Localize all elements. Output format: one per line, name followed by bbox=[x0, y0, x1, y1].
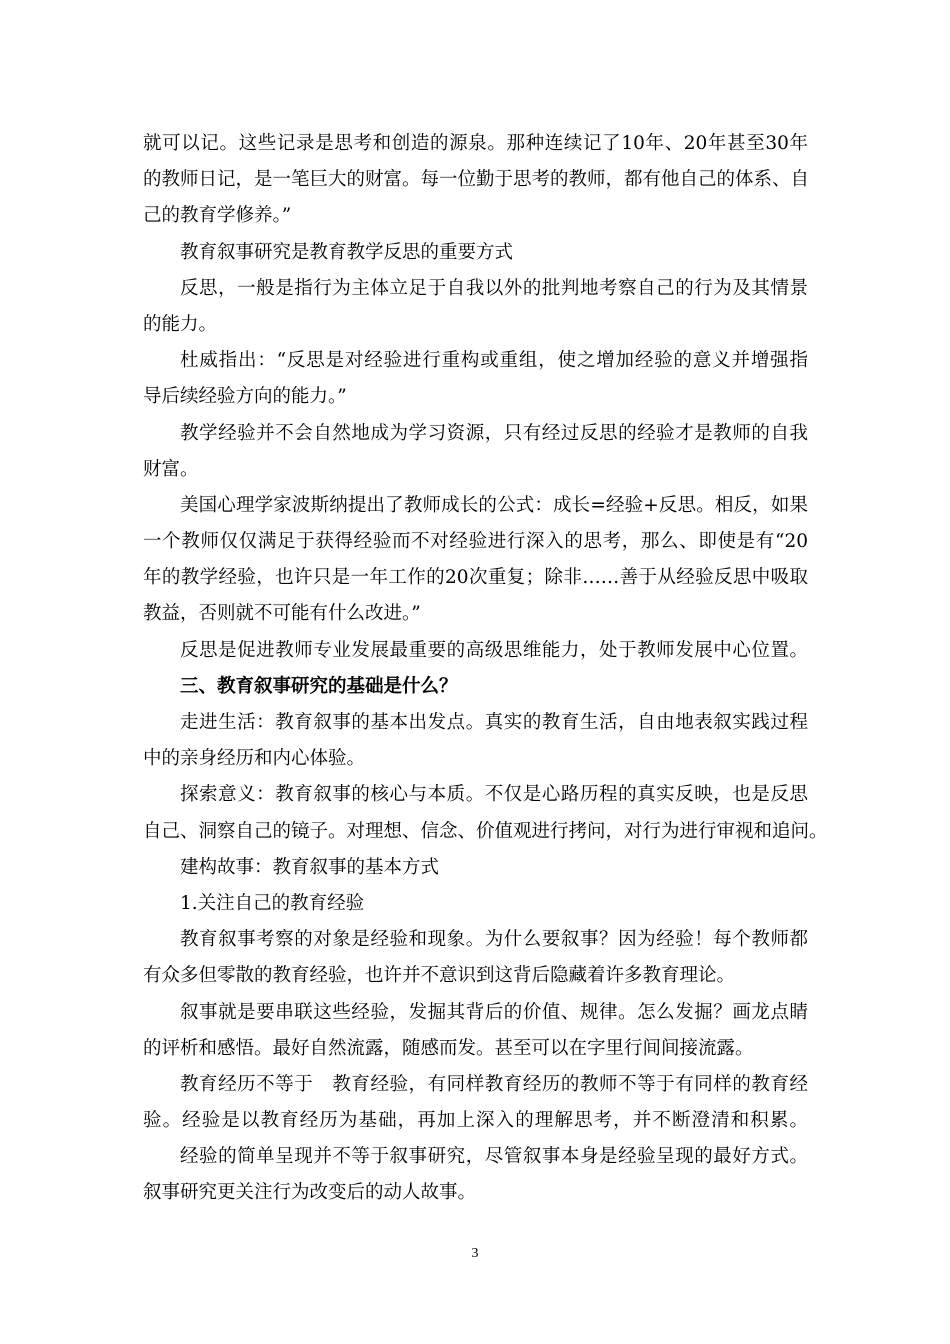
text-line: 探索意义：教育叙事的核心与本质。不仅是心路历程的真实反映，也是反思 bbox=[180, 784, 808, 806]
text-line: 己的教育学修养。” bbox=[143, 205, 292, 227]
text-line: 教育叙事研究是教育教学反思的重要方式 bbox=[180, 241, 514, 263]
text-line: 1.关注自己的教育经验 bbox=[180, 892, 365, 914]
text-line: 叙事就是要串联这些经验，发掘其背后的价值、规律。怎么发掘？画龙点睛 bbox=[180, 1001, 808, 1023]
text-line: 验。经验是以教育经历为基础，再加上深入的理解思考，并不断澄清和积累。 bbox=[143, 1110, 808, 1132]
text-line: 教益，否则就不可能有什么改进。” bbox=[143, 603, 421, 625]
text-line: 叙事研究更关注行为改变后的动人故事。 bbox=[143, 1182, 477, 1204]
text-line: 自己、洞察自己的镜子。对理想、信念、价值观进行拷问，对行为进行审视和追问。 bbox=[143, 820, 828, 842]
text-line: 反思是促进教师专业发展最重要的高级思维能力，处于教师发展中心位置。 bbox=[180, 639, 808, 661]
text-line: 有众多但零散的教育经验，也许并不意识到这背后隐藏着许多教育理论。 bbox=[143, 965, 736, 987]
document-body bbox=[143, 126, 828, 1212]
text-line: 导后续经验方向的能力。” bbox=[143, 386, 347, 408]
page-number: 3 bbox=[471, 1246, 479, 1261]
text-line: 年的教学经验，也许只是一年工作的20次重复；除非……善于从经验反思中吸取 bbox=[143, 567, 808, 589]
text-line: 中的亲身经历和内心体验。 bbox=[143, 748, 366, 770]
text-line: 一个教师仅仅满足于获得经验而不对经验进行深入的思考，那么、即使是有“20 bbox=[143, 531, 808, 553]
text-line: 美国心理学家波斯纳提出了教师成长的公式：成长=经验+反思。相反，如果 bbox=[180, 494, 808, 516]
text-line: 教育叙事考察的对象是经验和现象。为什么要叙事？因为经验！每个教师都 bbox=[180, 929, 808, 951]
text-line: 教育经历不等于 教育经验，有同样教育经历的教师不等于有同样的教育经 bbox=[180, 1073, 808, 1095]
text-line: 杜威指出：“反思是对经验进行重构或重组，使之增加经验的意义并增强指 bbox=[180, 350, 808, 372]
text-line: 的教师日记，是一笔巨大的财富。每一位勤于思考的教师，都有他自己的体系、自 bbox=[143, 169, 810, 191]
text-line: 财富。 bbox=[143, 458, 199, 480]
text-line: 的评析和感悟。最好自然流露，随感而发。甚至可以在字里行间间接流露。 bbox=[143, 1037, 754, 1059]
text-line: 走进生活：教育叙事的基本出发点。真实的教育生活，自由地表叙实践过程 bbox=[180, 712, 808, 733]
text-line: 反思，一般是指行为主体立足于自我以外的批判地考察自己的行为及其情景 bbox=[180, 277, 808, 299]
text-line: 经验的简单呈现并不等于叙事研究，尽管叙事本身是经验呈现的最好方式。 bbox=[180, 1146, 808, 1168]
section-heading: 三、教育叙事研究的基础是什么？ bbox=[180, 675, 458, 697]
text-line: 就可以记。这些记录是思考和创造的源泉。那种连续记了10年、20年甚至30年 bbox=[143, 133, 808, 154]
text-line: 建构故事：教育叙事的基本方式 bbox=[180, 856, 440, 878]
text-line: 教学经验并不会自然地成为学习资源，只有经过反思的经验才是教师的自我 bbox=[180, 422, 808, 444]
text-line: 的能力。 bbox=[143, 313, 218, 335]
